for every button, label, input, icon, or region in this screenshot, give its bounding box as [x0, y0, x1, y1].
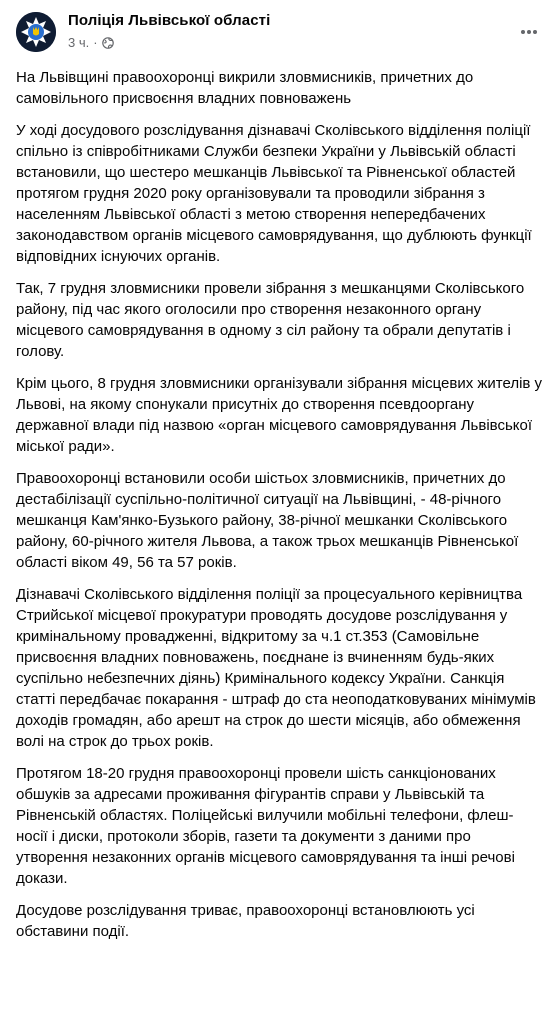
- post-paragraph: Протягом 18-20 грудня правоохоронці провели шість санкціонованих обшуків за адресами проживання фігурантів справи у Львівській та Рівненській областях. Поліцейські вилучили мобільні телефони, флеш-носії і диски, протоколи зборів, газети та документи з даними про утворення незаконних органів місцевого самоврядування та інші речові докази.: [16, 765, 515, 887]
- globe-icon[interactable]: [102, 37, 114, 49]
- post-paragraph: Правоохоронці встановили особи шістьох зловмисників, причетних до дестабілізації суспільно-політичної ситуації на Львівщині, - 48-річного мешканця Кам'янко-Бузького району, 38-річної мешканки Сколівського району, 60-річного жителя Львова, а також трьох мешканців Рівненської області віком 49, 56 та 57 років.: [16, 470, 519, 571]
- post-paragraph: Крім цього, 8 грудня зловмисники організували зібрання місцевих жителів у Львові, на якому спонукали присутніх до створення псевдооргану державної влади під назвою «орган місцевого самоврядування Львівської міської ради».: [16, 375, 543, 455]
- post-header: [0, 0, 559, 60]
- more-options-button[interactable]: [511, 14, 547, 50]
- page-name[interactable]: Поліція Львівської області: [68, 12, 271, 29]
- post-paragraph: Досудове розслідування триває, правоохоронці встановлюють усі обставини події.: [16, 902, 475, 940]
- meta-separator: ·: [93, 35, 98, 50]
- post-body: [16, 67, 543, 953]
- police-badge-logo: [16, 12, 56, 52]
- post-meta: [68, 35, 114, 50]
- post-paragraph-headline: На Львівщині правоохоронці викрили зловмисників, причетних до самовільного присвоєння владних повноважень: [16, 69, 474, 107]
- post-timestamp[interactable]: 3 ч.: [68, 35, 90, 50]
- post-paragraph: Так, 7 грудня зловмисники провели зібрання з мешканцями Сколівського району, під час якого оголосили про створення незаконного органу місцевого самоврядування в одному з сіл району та обрали депутатів і голову.: [16, 280, 525, 360]
- post-paragraph: У ході досудового розслідування дізнавачі Сколівського відділення поліції спільно із співробітниками Служби безпеки України у Львівській області встановили, що шестеро мешканців Львівської та Рівненської областей протягом грудня 2020 року організовували та проводили зібрання з населенням Львівської області з метою створення непередбачених законодавством органів місцевого самоврядування, що дублюють функції відповідних існуючих органів.: [16, 122, 532, 265]
- avatar[interactable]: [16, 12, 56, 52]
- post-paragraph: Дізнавачі Сколівського відділення поліції за процесуального керівництва Стрийської місцевої прокуратури проводять досудове розслідування у кримінальному провадженні, відкритому за ч.1 ст.353 (Самовільне присвоєння владних повноважень, поєднане із вчиненням будь-яких суспільно небезпечних діянь) Кримінального кодексу України. Санкція статті передбачає покарання - штраф до ста неоподатковуваних мінімумів доходів громадян, або арешт на строк до шести місяців, або обмеження волі на строк до трьох років.: [16, 586, 536, 750]
- more-options-icon: [519, 22, 539, 42]
